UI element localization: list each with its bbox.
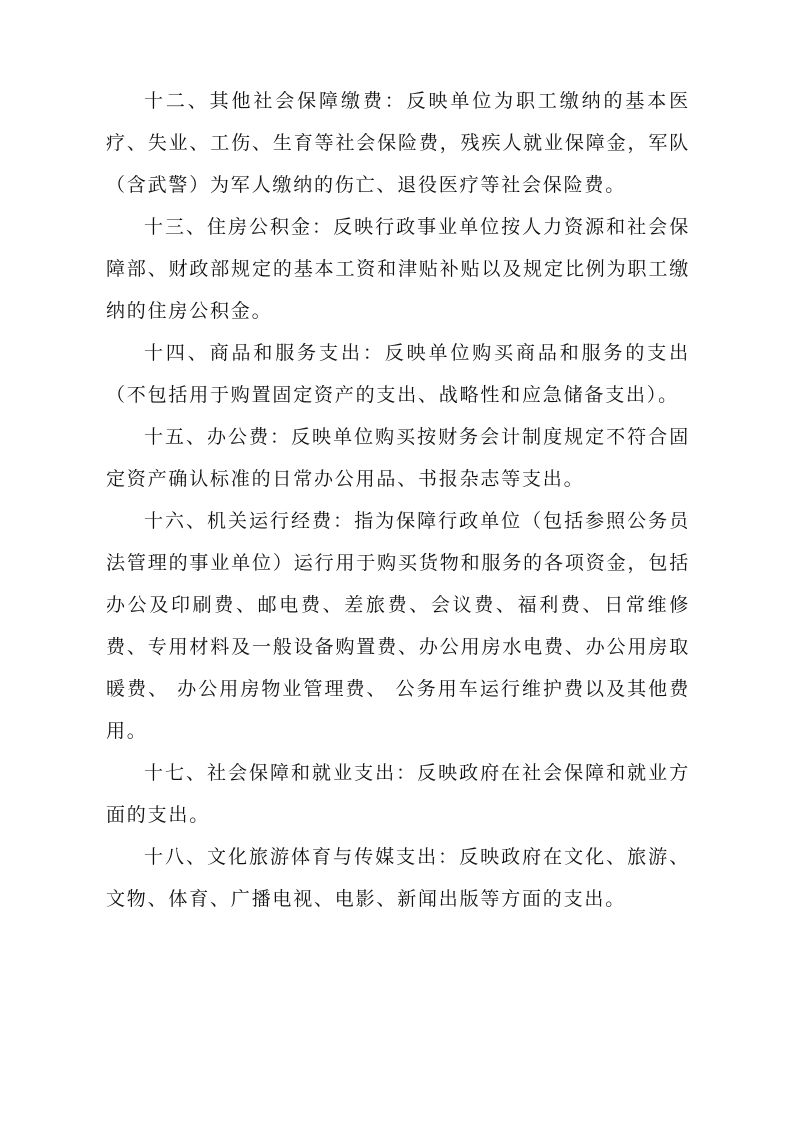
paragraph-housing-provident-fund: 十三、住房公积金：反映行政事业单位按人力资源和社会保障部、财政部规定的基本工资和津贴补贴以及规定比例为职工缴纳的住房公积金。 [106,216,690,322]
document-body [106,80,690,920]
paragraph-goods-and-services: 十四、商品和服务支出：反映单位购买商品和服务的支出（不包括用于购置固定资产的支出、战略性和应急储备支出）。 [106,342,690,406]
paragraph-social-security-employment: 十七、社会保障和就业支出：反映政府在社会保障和就业方面的支出。 [106,762,690,826]
paragraph-agency-operating-expenses: 十六、机关运行经费：指为保障行政单位（包括参照公务员法管理的事业单位）运行用于购买货物和服务的各项资金，包括办公及印刷费、邮电费、差旅费、会议费、福利费、日常维修费、专用材料及一般设备购置费、办公用房水电费、办公用房取暖费、 办公用房物业管理费、 公务用车运行维护费以及其他费用。 [106,510,690,742]
paragraph-office-expenses: 十五、办公费：反映单位购买按财务会计制度规定不符合固定资产确认标准的日常办公用品、书报杂志等支出。 [106,426,690,490]
paragraph-culture-tourism-sports-media: 十八、文化旅游体育与传媒支出：反映政府在文化、旅游、文物、体育、广播电视、电影、新闻出版等方面的支出。 [106,846,690,910]
paragraph-social-security-contributions: 十二、其他社会保障缴费：反映单位为职工缴纳的基本医疗、失业、工伤、生育等社会保险费，残疾人就业保障金，军队（含武警）为军人缴纳的伤亡、退役医疗等社会保险费。 [106,90,690,196]
